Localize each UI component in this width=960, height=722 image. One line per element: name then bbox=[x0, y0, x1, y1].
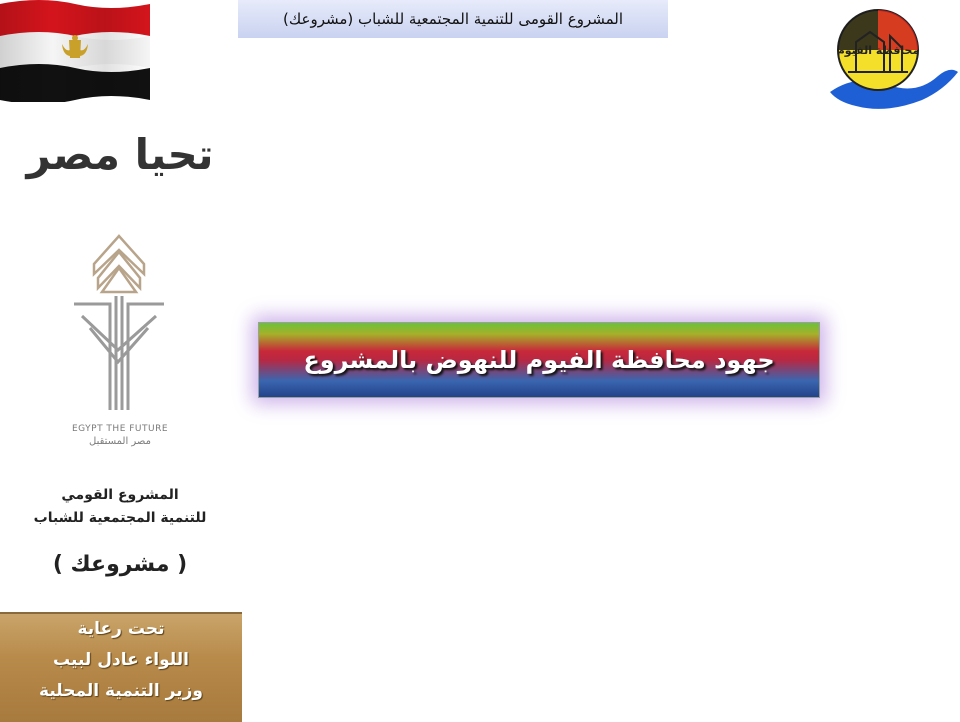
egypt-flag-icon bbox=[0, 0, 150, 102]
egypt-the-future-emblem-icon bbox=[60, 232, 178, 412]
project-name: ( مشروعك ) bbox=[52, 552, 188, 577]
fayoum-logo-icon bbox=[826, 2, 960, 112]
emblem-arabic-caption: مصر المستقبل bbox=[89, 436, 151, 447]
fayoum-logo-text: محافظة الفيوم bbox=[836, 44, 920, 57]
patronage-panel bbox=[0, 612, 242, 722]
patron-line: اللواء عادل لبيب bbox=[53, 650, 189, 670]
banner-text: المشروع القومى للتنمية المجتمعية للشباب (مشروعك) bbox=[283, 10, 624, 28]
project-line-2: للتنمية المجتمعية للشباب bbox=[33, 510, 207, 526]
main-title-box bbox=[258, 322, 820, 398]
top-banner bbox=[238, 0, 668, 38]
patron-line: وزير التنمية المحلية bbox=[39, 681, 203, 701]
main-title: جهود محافظة الفيوم للنهوض بالمشروع bbox=[303, 346, 775, 374]
patron-line: تحت رعاية bbox=[77, 619, 165, 639]
emblem-english-caption: EGYPT THE FUTURE bbox=[71, 424, 169, 434]
project-line-1: المشروع القومي bbox=[61, 487, 179, 503]
tahya-misr-text: تحيا مصر bbox=[26, 130, 214, 179]
tahya-misr-logo bbox=[10, 130, 230, 200]
